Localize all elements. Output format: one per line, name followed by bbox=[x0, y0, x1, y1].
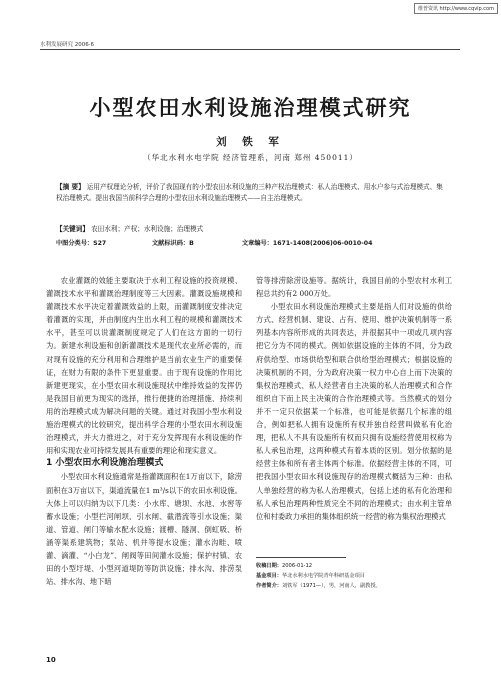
intro-paragraph: 农业灌溉的效能主要取决于水利工程设施的投资规模、灌溉技术水平和灌溉治理制度等三大因素。灌溉设施规模和灌溉技术水平决定着灌溉效益的上限，而灌溉制度安排决定着灌溉的实现，并由制度内生出水利工程的规模和灌溉技术水平，甚至可以说灌溉制度规定了人们在这方面的一切行为。新建水利设施和创新灌溉技术是现代农业所必需的，而对现有设施的充分利用和合理维护是当前农业生产的重要保证，在财力有限的条件下更显重要。由于现有设施的作用比新建更现实，在小型农田水利设施现状中维持效益的发挥仍是我国目前更为现实的选择，推行便捷的治理措施、持续利用的治理模式成为解决问题的关键。通过对我国小型水利设施治理模式的比较研究，提出科学合理的小型农田水利设施治理模式，并大力推进之，对于充分发挥现有水利设施的作用和实现农业可持续发展具有重要的理论和现实意义。 bbox=[46, 276, 242, 456]
abstract-label: 【摘 要】 bbox=[56, 183, 85, 191]
journal-header: 水利发展研究 2006·6 bbox=[40, 42, 94, 48]
footnote-received bbox=[256, 562, 456, 570]
received-date: 2006-01-12 bbox=[281, 563, 313, 569]
right-paragraph-1: 管等排涝除涝设施等。据统计，我国目前的小型农村水利工程总共约有2 000万处。 bbox=[256, 276, 452, 299]
abstract bbox=[56, 182, 446, 203]
fund-text: 华北水利水电学院青年科研基金项目 bbox=[281, 573, 365, 579]
footnote-author bbox=[256, 582, 456, 590]
article-number: 文章编号：1671-1408(2006)06-0010-04 bbox=[242, 240, 373, 247]
author-info-label: 作者简介： bbox=[256, 583, 282, 589]
section-heading: 1 小型农田水利设施治理模式 bbox=[46, 458, 164, 469]
author-affiliation: （华北水利水电学院 经济管理系，河南 郑州 450011） bbox=[143, 153, 358, 162]
keywords bbox=[56, 224, 446, 235]
page-number: 10 bbox=[46, 656, 56, 664]
paper-title: 小型农田水利设施治理模式研究 bbox=[89, 95, 412, 120]
header-rule bbox=[40, 49, 460, 50]
fund-label: 基金项目： bbox=[256, 573, 282, 579]
author-name: 刘 铁 军 bbox=[216, 136, 285, 148]
document-code: 文献标识码：B bbox=[152, 240, 194, 247]
abstract-text: 运用产权理论分析，评价了我国现有的小型农田水利设施的三种产权治理模式：私人治理模式、用水户参与式治理模式、集权治理模式。提出我国当前科学合理的小型农田水利设施治理模式——自主治理模式。 bbox=[56, 183, 443, 202]
clc-number: 中图分类号：S27 bbox=[56, 240, 107, 247]
footnote-fund bbox=[256, 572, 456, 580]
footnote-rule bbox=[256, 557, 346, 558]
right-paragraph-2: 小型农田水利设施治理模式主要是指人们对设施的供给方式、经营机制、建设、占有、使用、维护决策机制等一系列基本内容所形成的共同表达，并很据其中一项或几项内容把它分为不同的模式。例如依据设施的主体的不同，分为政府供给型、市场供给型和联合供给型治理模式；根据设施的决策机制的不同，分为政府决策一权力中心自上而下决策的集权治理模式、私人经营者自主决策的私人治理模式和合作组织自下而上民主决策的合作治理模式等。当然模式的划分并不一定只依据某一个标准，也可能是依据几个标准的组合，例如把私人拥有设施所有权并独自经营叫做私有化治理，把私人不具有设施所有权而只拥有设施经营使用权称为私人承包治理，这两种模式有着本质的区别。划分依据的是经营主体和所有者主体两个标准。依据经营主体的不同，可把我国小型农田水利设施现存的治理模式概括为三种：由私人单独经营的称为私人治理模式，包括上述的私有化治理和私人承包治理两种性质完全不同的治理模式；由水利主管单位和村委政力承担的集体组织统一经营的称为集权治理模式 bbox=[256, 302, 452, 521]
received-label: 收稿日期： bbox=[256, 563, 282, 569]
author-info-text: 刘铁军（1971—），男，河南人，副教授。 bbox=[281, 583, 381, 589]
keywords-text: 农田水利；产权；水利设施；治理模式 bbox=[91, 225, 204, 233]
right-column bbox=[256, 274, 452, 523]
section-paragraph: 小型农田水利设施通常是指灌溉面积在1万亩以下，除涝面积在3万亩以下，渠道流量在1 m³/s以下的农田水利设施。大体上可以归纳为以下几类：小水库、塘坝、水池、水窖等蓄水设施；小型拦河闸坝、引水闸、截潜流等引水设施；渠道、管道、闸门等输水配水设施；渡槽、隧洞、倒虹吸、桥涵等渠系建筑物；泵站、机井等提水设施；灌水沟畦、喷灌、滴灌、“小白龙”、闸阀等田间灌水设施；保护村镇、农田的小型圩堤、小型河道堤防等防洪设施；排水沟、排涝泵站、排水沟、地下暗 bbox=[46, 472, 242, 587]
left-column bbox=[46, 274, 242, 588]
keywords-label: 【关键词】 bbox=[56, 225, 89, 233]
watermark: 维普资讯 http://www.cqvip.com bbox=[414, 3, 498, 14]
